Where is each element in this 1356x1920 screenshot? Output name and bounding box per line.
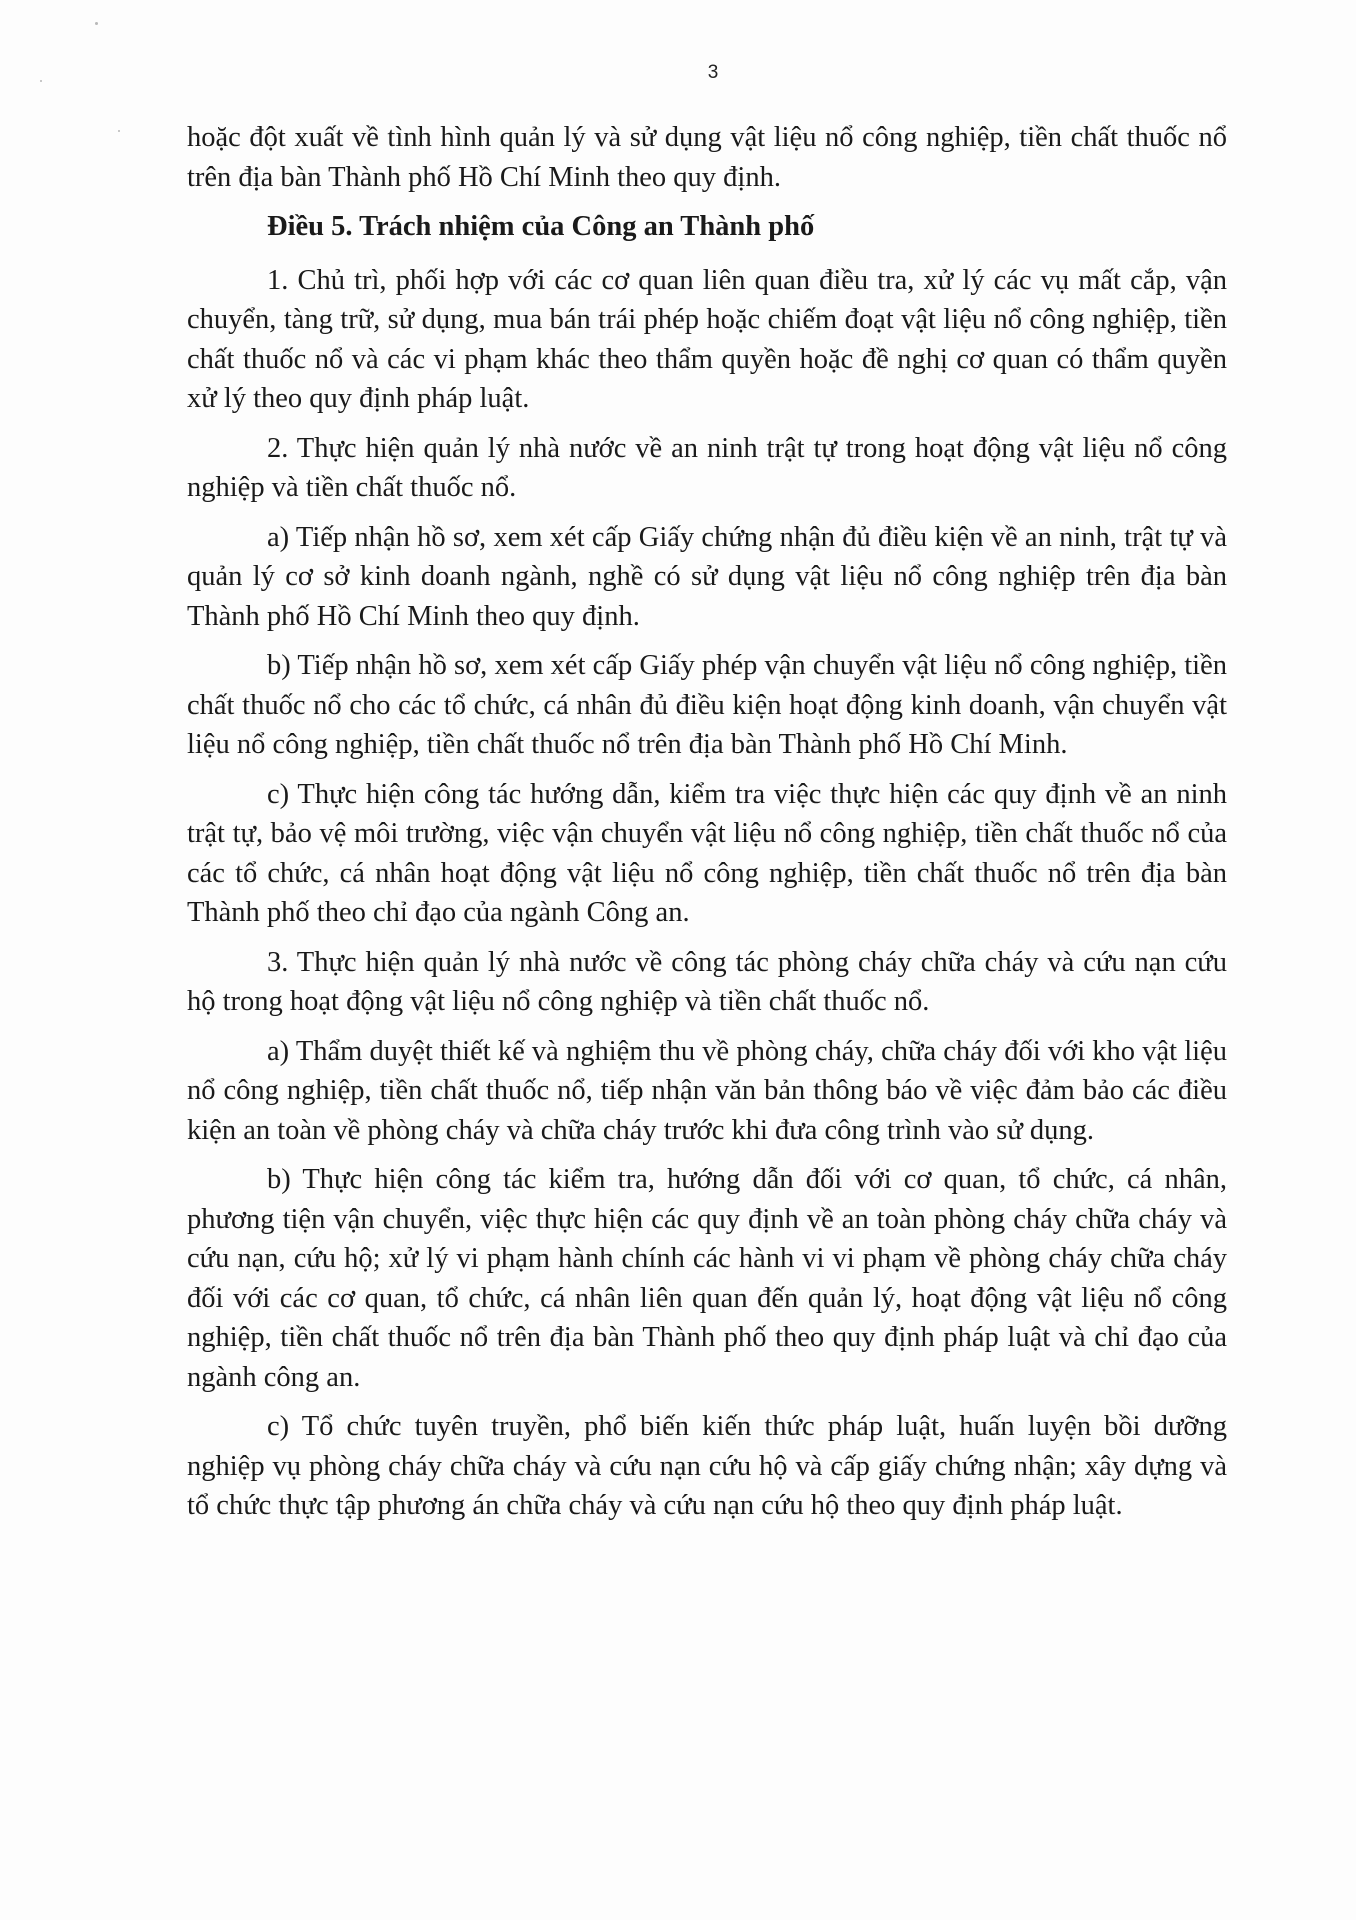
paragraph-clause-2: 2. Thực hiện quản lý nhà nước về an ninh trật tự trong hoạt động vật liệu nổ công nghiệp và tiền chất thuốc nổ. xyxy=(187,432,1227,503)
paragraph-clause-2c: c) Thực hiện công tác hướng dẫn, kiểm tra việc thực hiện các quy định về an ninh trật tự, bảo vệ môi trường, việc vận chuyển vật liệu nổ công nghiệp, tiền chất thuốc nổ của các tổ chức, cá nhân hoạt động vật liệu nổ công nghiệp, tiền chất thuốc nổ trên địa bàn Thành phố theo chỉ đạo của ngành Công an. xyxy=(187,778,1227,928)
paragraph-clause-3: 3. Thực hiện quản lý nhà nước về công tác phòng cháy chữa cháy và cứu nạn cứu hộ trong hoạt động vật liệu nổ công nghiệp và tiền chất thuốc nổ. xyxy=(187,946,1227,1017)
scan-speck xyxy=(118,130,120,132)
paragraph-clause-3b: b) Thực hiện công tác kiểm tra, hướng dẫn đối với cơ quan, tổ chức, cá nhân, phương tiện vận chuyển, việc thực hiện các quy định về an toàn phòng cháy chữa cháy và cứu nạn, cứu hộ; xử lý vi phạm hành chính các hành vi vi phạm về phòng cháy chữa cháy đối với các cơ quan, tổ chức, cá nhân liên quan đến quản lý, hoạt động vật liệu nổ công nghiệp, tiền chất thuốc nổ trên địa bàn Thành phố theo quy định pháp luật và chỉ đạo của ngành công an. xyxy=(187,1164,1227,1393)
paragraph-clause-3a: a) Thẩm duyệt thiết kế và nghiệm thu về phòng cháy, chữa cháy đối với kho vật liệu nổ công nghiệp, tiền chất thuốc nổ, tiếp nhận văn bản thông báo về việc đảm bảo các điều kiện an toàn về phòng cháy và chữa cháy trước khi đưa công trình vào sử dụng. xyxy=(187,1035,1227,1146)
article-heading: Điều 5. Trách nhiệm của Công an Thành phố xyxy=(267,211,815,242)
scan-speck xyxy=(95,22,98,25)
page-number: 3 xyxy=(707,62,719,83)
paragraph-clause-2b: b) Tiếp nhận hồ sơ, xem xét cấp Giấy phép vận chuyển vật liệu nổ công nghiệp, tiền chất thuốc nổ cho các tổ chức, cá nhân đủ điều kiện hoạt động kinh doanh, vận chuyển vật liệu nổ công nghiệp, tiền chất thuốc nổ trên địa bàn Thành phố Hồ Chí Minh. xyxy=(187,650,1227,760)
document-body xyxy=(187,118,1227,1536)
paragraph-continuation: hoặc đột xuất về tình hình quản lý và sử dụng vật liệu nổ công nghiệp, tiền chất thuốc nổ trên địa bàn Thành phố Hồ Chí Minh theo quy định. xyxy=(187,122,1227,193)
paragraph-clause-2a: a) Tiếp nhận hồ sơ, xem xét cấp Giấy chứng nhận đủ điều kiện về an ninh, trật tự và quản lý cơ sở kinh doanh ngành, nghề có sử dụng vật liệu nổ công nghiệp trên địa bàn Thành phố Hồ Chí Minh theo quy định. xyxy=(187,521,1227,632)
paragraph-clause-3c: c) Tổ chức tuyên truyền, phổ biến kiến thức pháp luật, huấn luyện bồi dưỡng nghiệp vụ phòng cháy chữa cháy và cứu nạn cứu hộ và cấp giấy chứng nhận; xây dựng và tổ chức thực tập phương án chữa cháy và cứu nạn cứu hộ theo quy định pháp luật. xyxy=(187,1411,1227,1521)
paragraph-clause-1: 1. Chủ trì, phối hợp với các cơ quan liên quan điều tra, xử lý các vụ mất cắp, vận chuyển, tàng trữ, sử dụng, mua bán trái phép hoặc chiếm đoạt vật liệu nổ công nghiệp, tiền chất thuốc nổ và các vi phạm khác theo thẩm quyền hoặc đề nghị cơ quan có thẩm quyền xử lý theo quy định pháp luật. xyxy=(187,264,1227,414)
